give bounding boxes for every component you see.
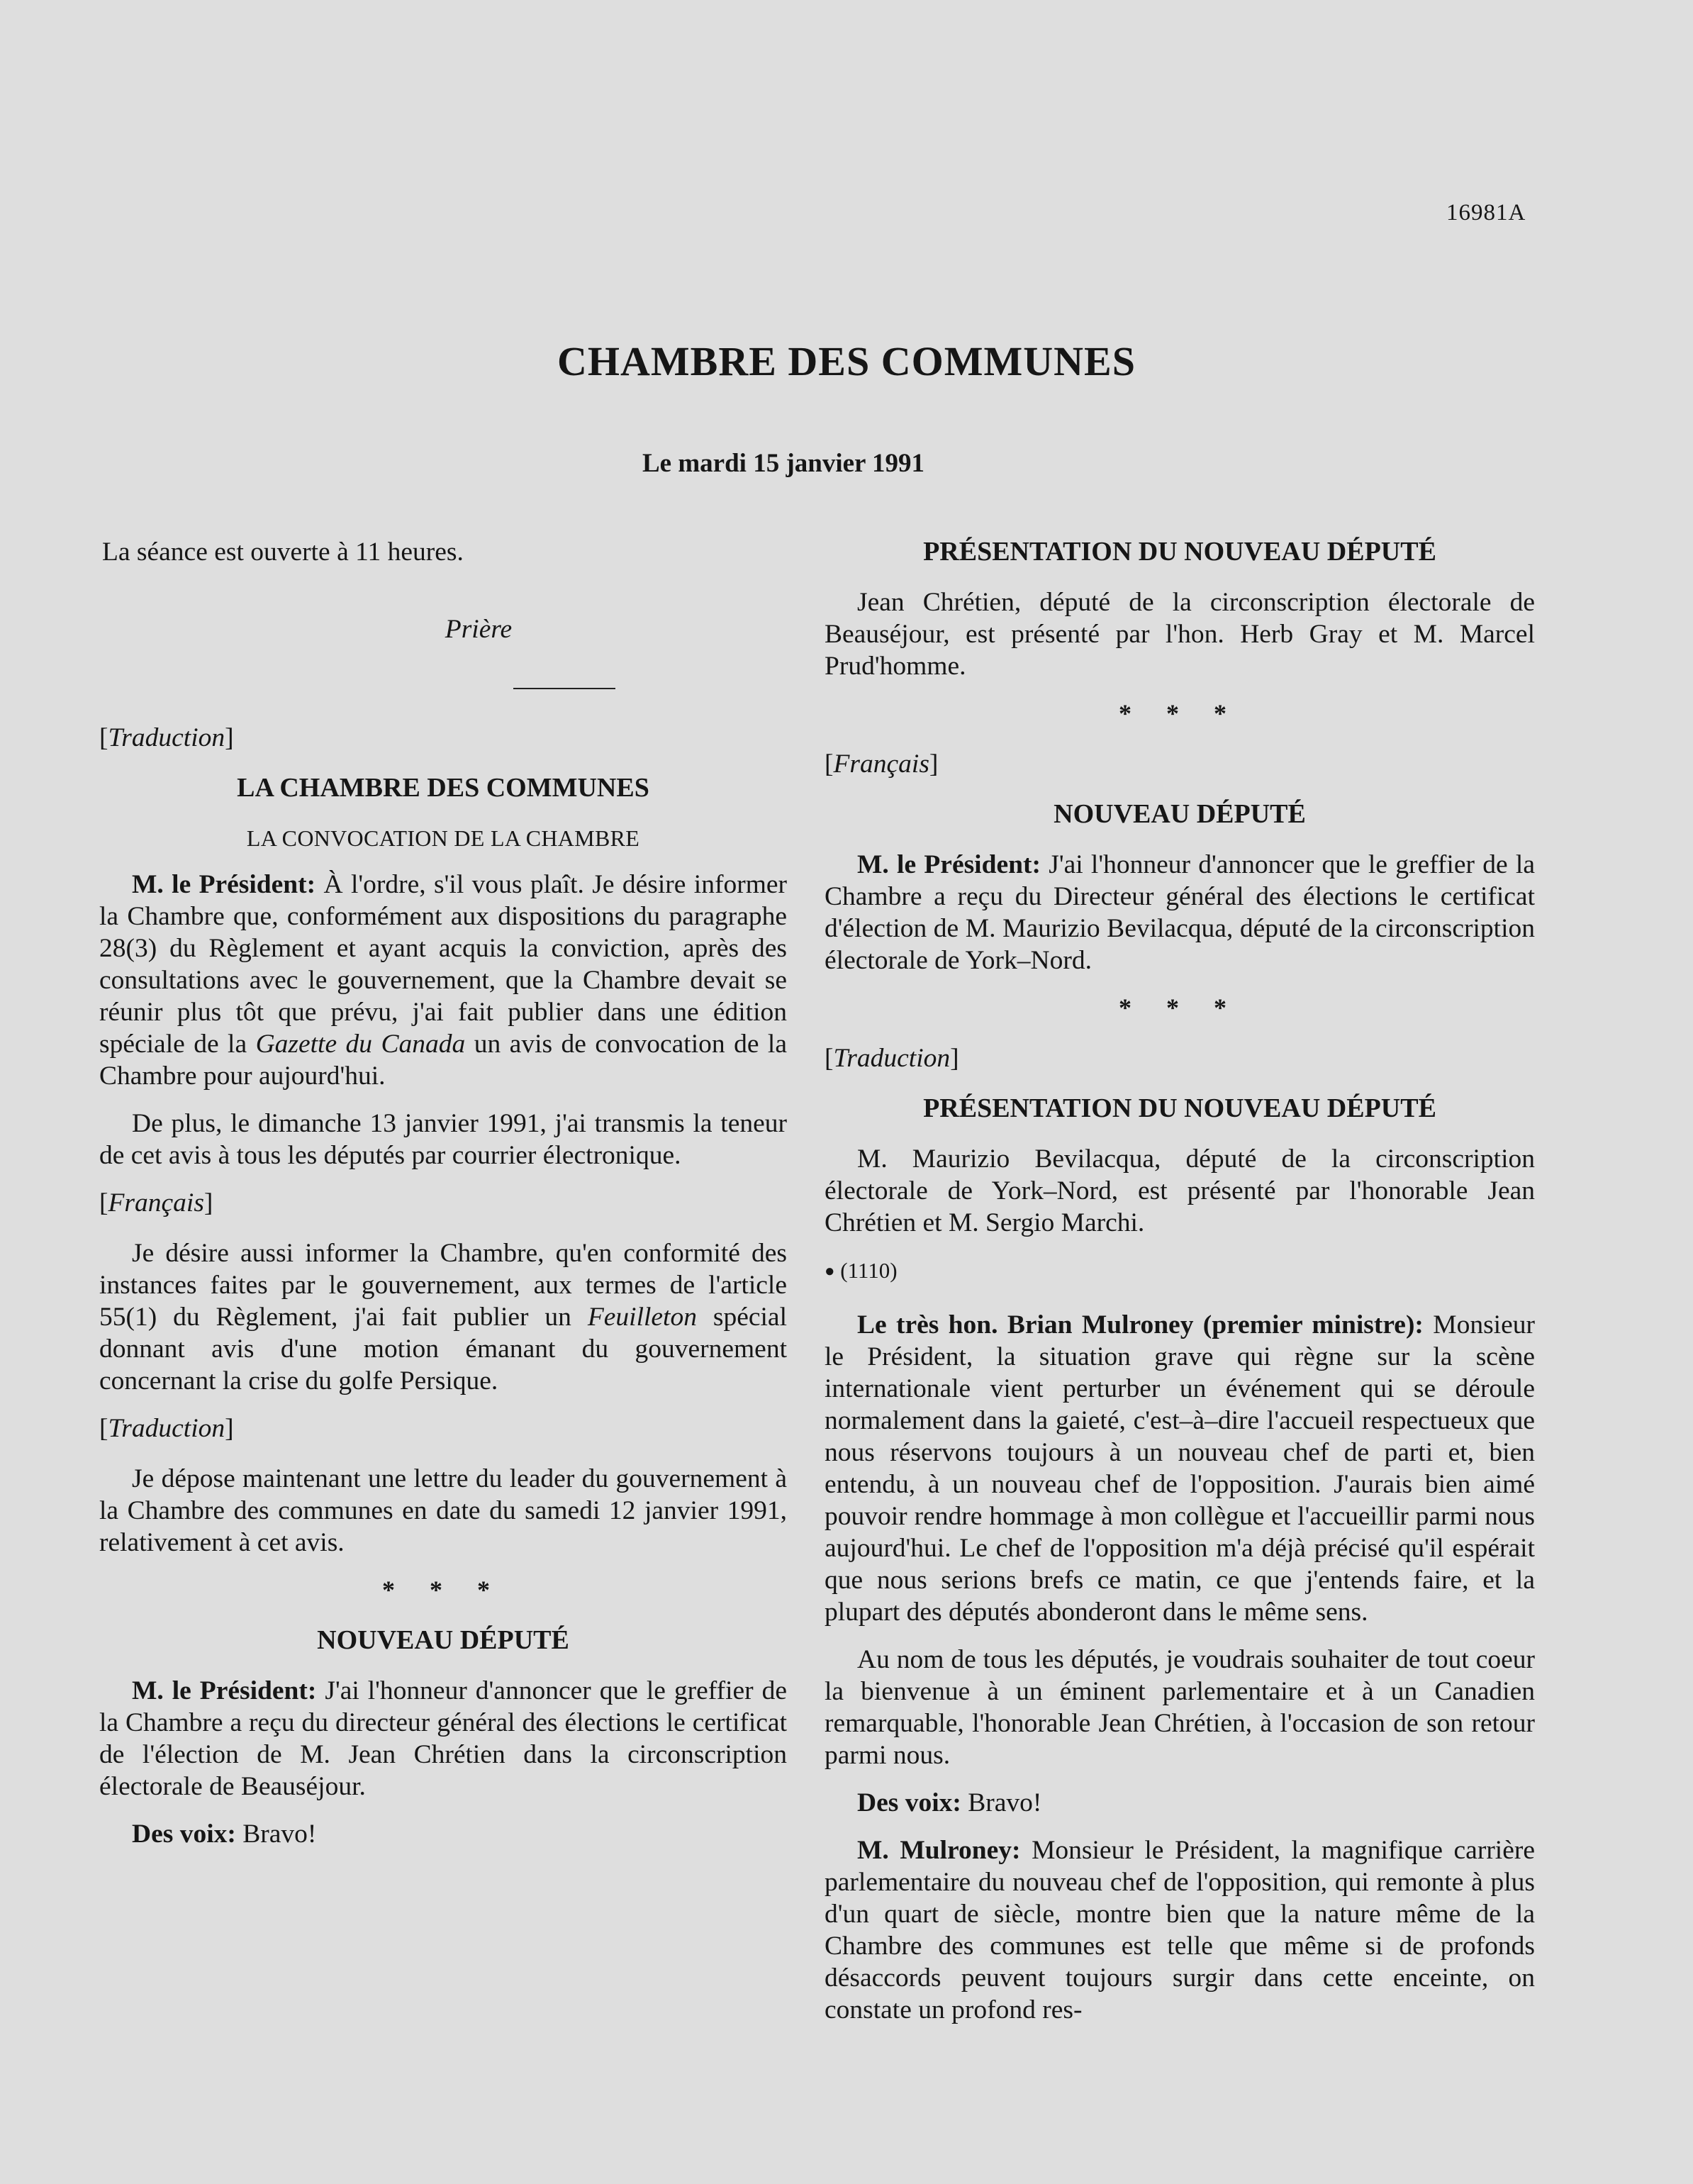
language-marker: [Français] (99, 1188, 213, 1218)
sitting-date: Le mardi 15 janvier 1991 (642, 449, 925, 478)
divider-rule (513, 688, 615, 689)
prayer-label: Prière (445, 615, 513, 644)
section-separator: * * * (1119, 993, 1241, 1022)
section-separator: * * * (382, 1576, 504, 1604)
opening-statement: La séance est ouverte à 11 heures. (102, 537, 464, 567)
left-column (99, 536, 787, 1866)
speaker-name: Le très hon. Brian Mulroney (premier ministre): (857, 1310, 1424, 1339)
speech-paragraph: Au nom de tous les députés, je voudrais souhaiter de tout coeur la bienvenue à un éminent parlementaire et à un Canadien remarquable, l'honorable Jean Chrétien, à l'occasion de son retour parmi nous. (825, 1645, 1535, 1770)
section-heading: LA CHAMBRE DES COMMUNES (237, 773, 649, 803)
time-stamp: ● (1110) (825, 1258, 898, 1283)
speech-paragraph: De plus, le dimanche 13 janvier 1991, j'ai transmis la teneur de cet avis à tous les députés par courrier électronique. (99, 1109, 787, 1170)
speech-paragraph: Des voix: Bravo! (132, 1820, 317, 1849)
speaker-name: M. Mulroney: (857, 1836, 1021, 1865)
speech-paragraph: Je dépose maintenant une lettre du leader du gouvernement à la Chambre des communes en date du samedi 12 janvier 1991, relativement à cet avis. (99, 1464, 787, 1557)
speech-paragraph: M. le Président: J'ai l'honneur d'annoncer que le greffier de la Chambre a reçu du Directeur général des élections le certificat d'élection de M. Maurizio Bevilacqua, député de la circonscription électorale de York–Nord. (825, 850, 1535, 975)
language-marker: [Traduction] (825, 1044, 959, 1073)
section-heading: NOUVEAU DÉPUTÉ (317, 1625, 569, 1655)
speech-paragraph: Des voix: Bravo! (857, 1788, 1042, 1817)
section-separator: * * * (1119, 699, 1241, 728)
speech-paragraph: Je désire aussi informer la Chambre, qu'en conformité des instances faites par le gouvernement, aux termes de l'article 55(1) du Règlement, j'ai fait publier un Feuilleton spécial donnant avis d'une motion émanant du gouvernement concernant la crise du golfe Persique. (99, 1239, 787, 1395)
language-marker: [Français] (825, 750, 939, 779)
speaker-name: M. le Président: (132, 870, 316, 899)
section-heading: NOUVEAU DÉPUTÉ (1054, 799, 1306, 829)
speech-paragraph: M. Maurizio Bevilacqua, député de la circonscription électorale de York–Nord, est présenté par l'honorable Jean Chrétien et M. Sergio Marchi. (825, 1144, 1535, 1237)
speech-paragraph: Le très hon. Brian Mulroney (premier ministre): Monsieur le Président, la situation grave qui règne sur la scène internationale vient perturber un événement qui se déroule normalement dans la gaieté, c'est–à–dire l'accueil respectueux que nous réservons toujours à un nouveau chef de parti et, bien entendu, à un nouveau chef de l'opposition. J'aurais bien aimé pouvoir rendre hommage à mon collègue et l'accueillir parmi nous aujourd'hui. Le chef de l'opposition m'a déjà précisé qu'il espérait que nous serions brefs ce matin, ce que j'entends faire, et la plupart des députés abonderont dans le même sens. (825, 1310, 1535, 1627)
language-marker: [Traduction] (99, 723, 234, 752)
speech-paragraph: M. le Président: À l'ordre, s'il vous plaît. Je désire informer la Chambre que, conformément aux dispositions du paragraphe 28(3) du Règlement et ayant acquis la conviction, après des consultations avec le gouvernement, que la Chambre devait se réunir plus tôt que prévu, j'ai fait publier dans une édition spéciale de la Gazette du Canada un avis de convocation de la Chambre pour aujourd'hui. (99, 870, 787, 1091)
speech-paragraph: Jean Chrétien, député de la circonscription électorale de Beauséjour, est présenté par l'hon. Herb Gray et M. Marcel Prud'homme. (825, 588, 1535, 681)
speaker-name: M. le Président: (132, 1676, 317, 1705)
page-title: CHAMBRE DES COMMUNES (557, 338, 1136, 384)
language-marker: [Traduction] (99, 1414, 234, 1443)
speaker-name: Des voix: (857, 1788, 961, 1817)
section-heading: PRÉSENTATION DU NOUVEAU DÉPUTÉ (923, 1093, 1436, 1123)
speaker-name: Des voix: (132, 1820, 236, 1849)
speech-paragraph: M. le Président: J'ai l'honneur d'annoncer que le greffier de la Chambre a reçu du directeur général des élections le certificat de l'élection de M. Jean Chrétien dans la circonscription électorale de Beauséjour. (99, 1676, 788, 1801)
speech-paragraph: M. Mulroney: Monsieur le Président, la magnifique carrière parlementaire du nouveau chef de l'opposition, qui remonte à plus d'un quart de siècle, montre bien que la nature même de la Chambre des communes est telle que même si de profonds désaccords peuvent toujours surgir dans cette enceinte, on constate un profond res- (825, 1836, 1535, 2024)
section-subheading: LA CONVOCATION DE LA CHAMBRE (246, 825, 640, 851)
bullet-icon: ● (825, 1262, 835, 1281)
page-number: 16981A (1446, 200, 1526, 225)
right-column (825, 536, 1535, 2041)
speaker-name: M. le Président: (857, 850, 1041, 879)
section-heading: PRÉSENTATION DU NOUVEAU DÉPUTÉ (923, 537, 1436, 567)
